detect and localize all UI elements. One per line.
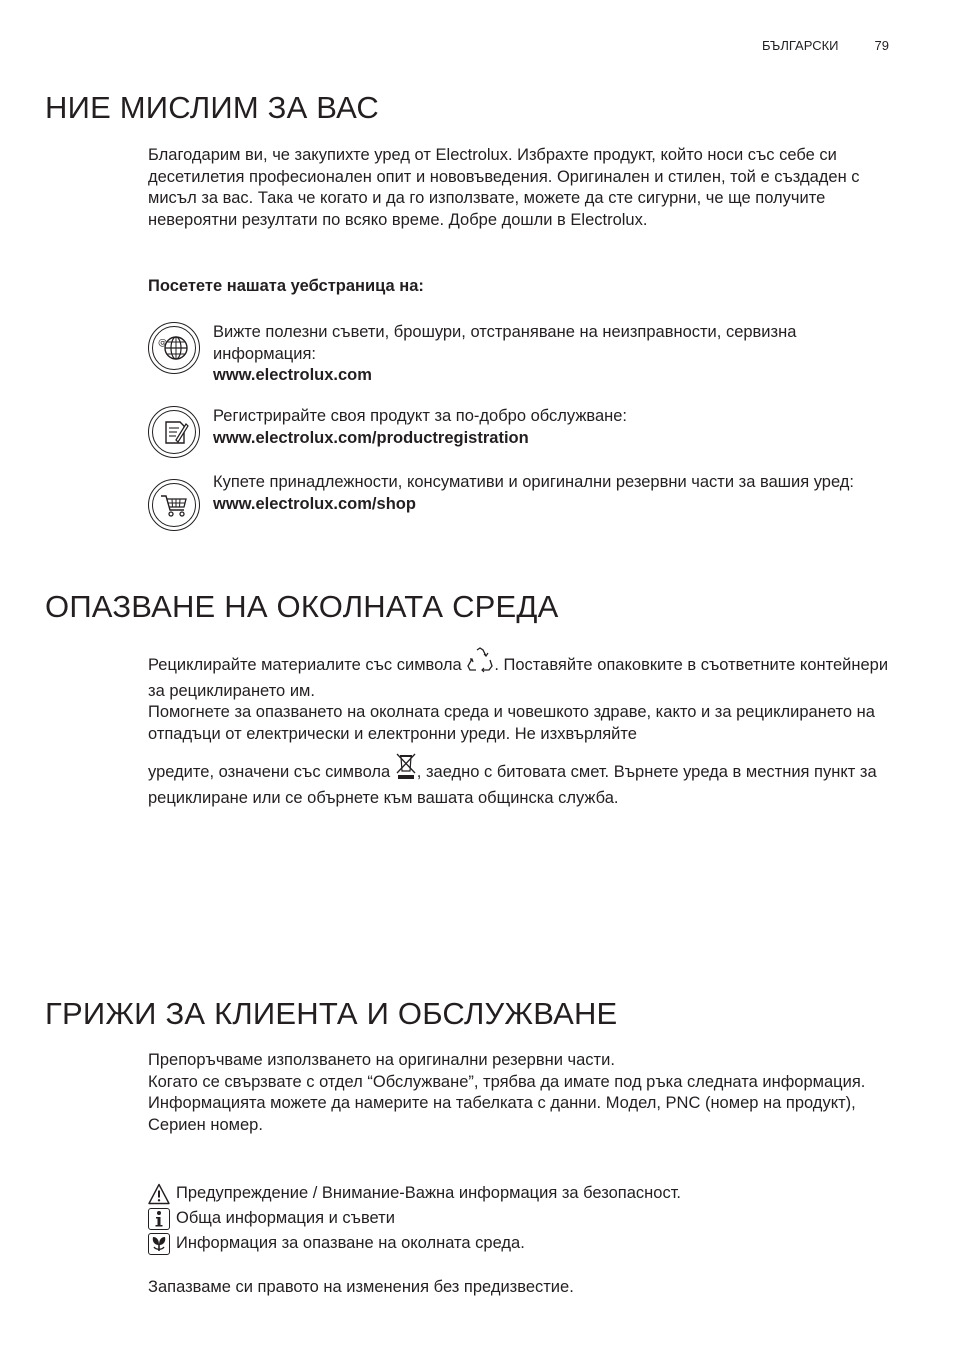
weee-crossed-bin-icon [395,751,417,788]
section-title-customer-care: ГРИЖИ ЗА КЛИЕНТА И ОБСЛУЖВАНЕ [45,996,618,1031]
website-info-text: Вижте полезни съвети, брошури, отстраняване на неизправности, сервизна информация: www.electrolux.com [213,323,797,384]
legend-item-environment: Информация за опазване на околната среда. [148,1231,893,1256]
rating-plate-text: Информацията можете да намерите на табелката с данни. Модел, PNC (номер на продукт), Сериен номер. [148,1094,856,1134]
legend-item-warning: Предупреждение / Внимание-Важна информация за безопасност. [148,1181,893,1206]
section-title-we-think-of-you: НИЕ МИСЛИМ ЗА ВАС [45,90,379,125]
website-info-row [148,322,893,382]
spare-parts-text: Препоръчваме използването на оригинални резервни части. [148,1051,615,1069]
product-registration-text: Регистрирайте своя продукт за по-добро обслужване: www.electrolux.com/productregistration [213,407,628,447]
shop-link[interactable]: www.electrolux.com/shop [213,494,416,513]
symbol-legend [148,1181,893,1256]
shopping-cart-icon [148,479,200,531]
language-label: БЪЛГАРСКИ [761,38,839,53]
recycle-text: Рециклирайте материалите със символа . Поставяйте опаковките в съответните контейнери за рециклирането им. [148,646,893,702]
disclaimer-text: Запазваме си правото на изменения без предизвестие. [148,1278,574,1296]
environment-icon [148,1233,170,1255]
visit-website-label: Посетете нашата уебстраница на: [148,277,424,295]
shop-row [148,472,893,538]
page-header [762,38,889,53]
globe-icon [148,322,200,374]
product-registration-row [148,406,893,462]
info-icon [148,1208,170,1230]
recycle-icon [466,646,494,681]
section-title-environment: ОПАЗВАНЕ НА ОКОЛНАТА СРЕДА [45,589,559,624]
legend-item-info: Обща информация и съвети [148,1206,893,1231]
product-registration-link[interactable]: www.electrolux.com/productregistration [213,428,529,447]
page-number: 79 [874,38,889,53]
help-text: Помогнете за опазването на околната среда и човешкото здраве, както и за рециклирането на отпадъци от електрически и електронни уреди. Не изхвърляйте [148,703,875,743]
registration-icon [148,406,200,458]
weee-text: уредите, означени със символа , заедно с битовата смет. Върнете уреда в местния пункт за рециклиране или се обърнете към вашата общинска служба. [148,751,893,809]
environment-paragraph [148,646,893,809]
website-link[interactable]: www.electrolux.com [213,366,372,384]
service-contact-text: Когато се свързвате с отдел “Обслужване”, трябва да имате под ръка следната информация. [148,1072,866,1091]
intro-paragraph: Благодарим ви, че закупихте уред от Electrolux. Избрахте продукт, който носи със себе си десетилетия професионален опит и нововъведения. Оригинален и стилен, той е създаден с мисъл за вас. Така че когато и да го използвате, можете да сте сигурни, че ще получите невероятни резултати по всяко време. Добре дошли в Electrolux. [148,146,860,229]
svg-text:@: @ [158,338,167,348]
customer-care-paragraph [148,1050,893,1136]
shop-text: Купете принадлежности, консумативи и оригинални резервни части за вашия уред: www.electrolux.com/shop [213,473,854,513]
warning-icon [148,1183,170,1205]
